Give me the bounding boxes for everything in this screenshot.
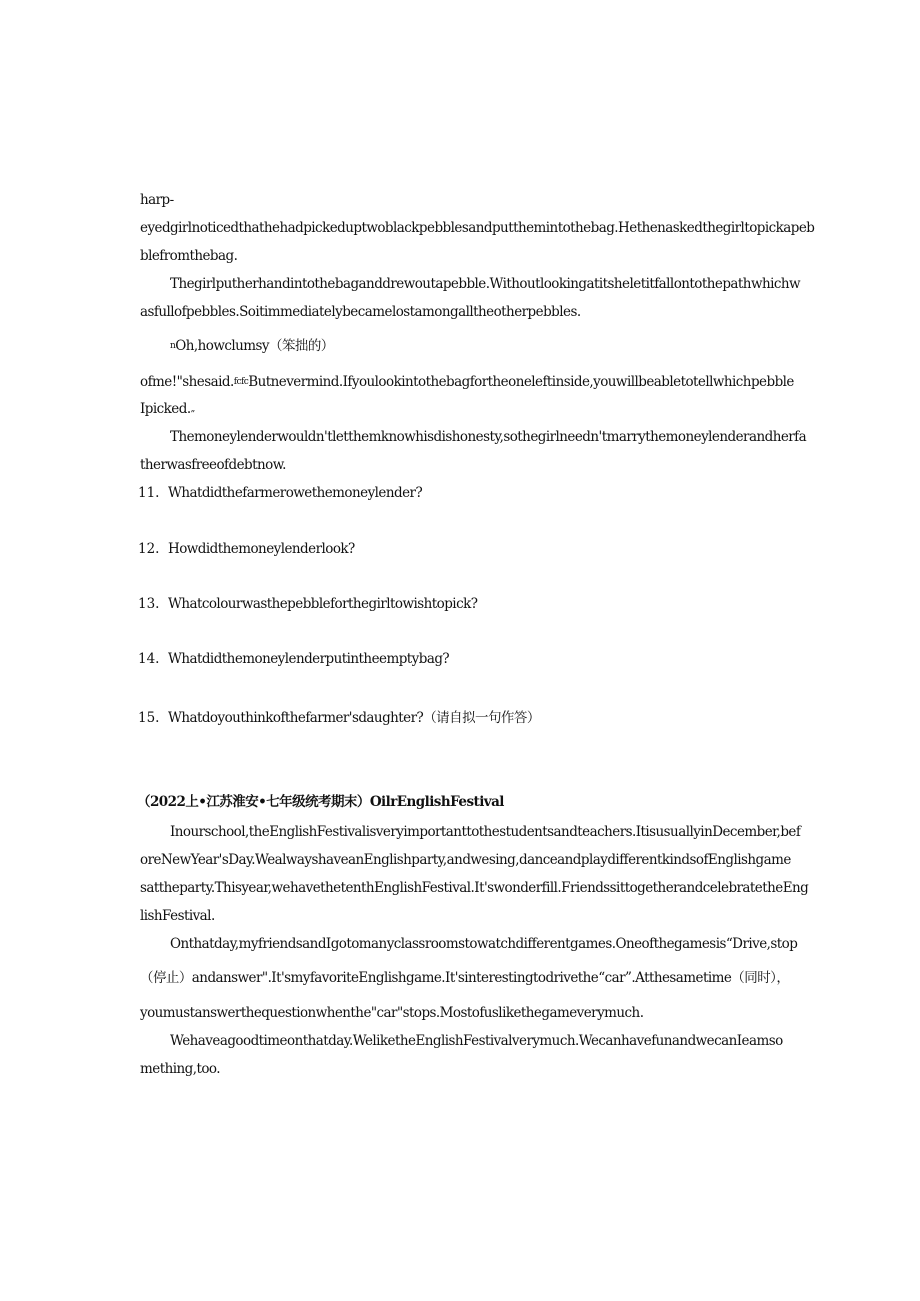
- question-item: [138, 650, 449, 668]
- question-text: Whatdidthemoneylenderputintheemptybag?: [168, 651, 450, 667]
- passage-text-line: （停止）andanswer".It'smyfavoriteEnglishgame.It'sinterestingtodrivethe“car”.Atthesametime（同时），: [140, 970, 790, 986]
- story-text-line: eyedgirlnoticedthathehadpickeduptwoblackpebblesandputthemintothebag.Hethenaskedthegirltopickapeb: [140, 220, 815, 236]
- question-item: [138, 540, 355, 558]
- question-text: Whatdidthefarmerowethemoneylender?: [168, 485, 423, 501]
- story-text: Ipicked.: [140, 401, 191, 417]
- passage-text-line: oreNewYear'sDay.WealwayshaveanEnglishparty,andwesing,danceandplaydifferentkindsofEnglishgame: [140, 852, 791, 868]
- story-text-line: Thegirlputherhandintothebaganddrewoutapebble.Withoutlookingatitsheletitfallontothepathwhichw: [170, 276, 801, 292]
- story-text-line: [140, 373, 794, 391]
- question-text: Whatcolourwasthepebbleforthegirltowishtopick?: [168, 596, 478, 612]
- story-text-line: Themoneylenderwouldn'tletthemknowhisdishonesty,sothegirlneedn'tmarrythemoneylenderandherfa: [170, 429, 807, 445]
- question-item: [138, 484, 422, 502]
- passage-text-line: Inourschool,theEnglishFestivalisveryimportanttothestudentsandteachers.ItisusuallyinDecember,bef: [170, 824, 801, 840]
- passage-text-line: youmustanswerthequestionwhenthe"car"stops.Mostofuslikethegameverymuch.: [140, 1005, 644, 1021]
- question-number: 12.: [138, 541, 160, 557]
- story-text: ofme!"shesaid.: [140, 374, 234, 390]
- story-text-line: harp-: [140, 192, 174, 208]
- story-text-line: [140, 400, 195, 418]
- passage-text-line: sattheparty.Thisyear,wehavethetenthEnglishFestival.It'swonderfill.FriendssittogetherandcelebratetheEng: [140, 880, 809, 896]
- stray-mark: „: [190, 404, 195, 414]
- passage-text-line: Onthatday,myfriendsandIgotomanyclassroomstowatchdifferentgames.Oneofthegamesis“Drive,stop: [170, 936, 798, 952]
- question-item: [138, 595, 477, 613]
- story-text-line: blefromthebag.: [140, 248, 238, 264]
- stray-mark: n: [170, 341, 176, 351]
- question-text: Howdidthemoneylenderlook?: [168, 541, 355, 557]
- question-number: 13.: [138, 596, 160, 612]
- question-item: [138, 709, 540, 727]
- story-text-line: therwasfreeofdebtnow.: [140, 457, 286, 473]
- stray-mark: fcfc: [233, 377, 249, 387]
- passage-text-line: Wehaveagoodtimeonthatday.WeliketheEnglishFestivalverymuch.WecanhavefunandwecanIeamso: [170, 1033, 783, 1049]
- question-number: 11.: [138, 485, 160, 501]
- story-text-line: asfullofpebbles.Soitimmediatelybecamelostamongalltheotherpebbles.: [140, 304, 581, 320]
- question-number: 14.: [138, 651, 160, 667]
- story-text: Butnevermind.Ifyoulookintothebagfortheoneleftinside,youwillbeabletotellwhichpebble: [248, 374, 794, 390]
- question-number: 15.: [138, 710, 160, 726]
- passage-text-line: mething,too.: [140, 1061, 220, 1077]
- passage-heading: （2022上•江苏淮安•七年级统考期末）OilrEnglishFestival: [137, 794, 504, 810]
- story-text-line: [170, 337, 334, 355]
- question-text: Whatdoyouthinkofthefarmer'sdaughter?（请自拟一句作答）: [168, 710, 540, 726]
- story-text: Oh,howclumsy（笨拙的）: [175, 338, 334, 354]
- passage-text-line: lishFestival.: [140, 908, 215, 924]
